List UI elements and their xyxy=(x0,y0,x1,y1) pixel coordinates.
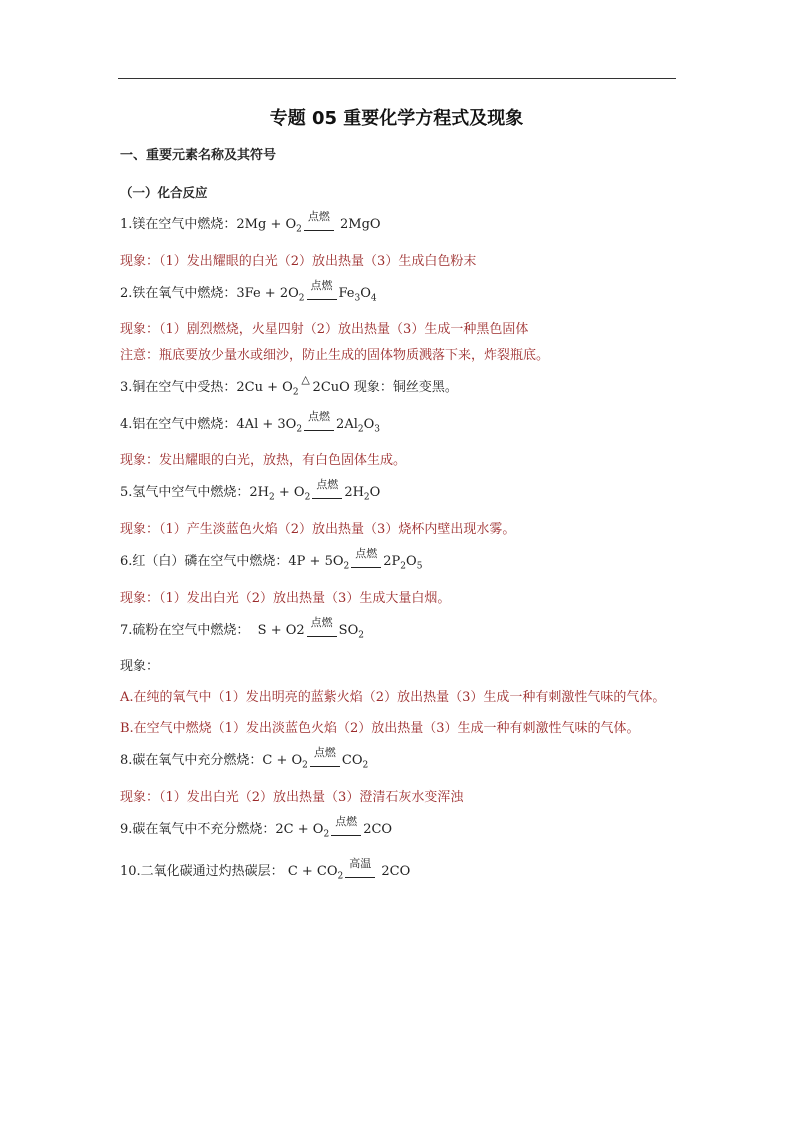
phenomenon-1: 现象：（1）发出耀眼的白光（2）放出热量（3）生成白色粉末 xyxy=(120,253,477,269)
reaction-condition: △ xyxy=(301,373,310,387)
equation-3: 3.铜在空气中受热：$2Cu + O_2^\triangle 2CuO$ 现象：铜丝变黑。 xyxy=(120,373,458,398)
phenomenon-7-label: 现象： xyxy=(120,659,160,675)
equation-2: 2.铁在氧气中燃烧：$3Fe + 2O_2^{点燃}Fe_3O_4$ xyxy=(120,278,377,304)
reaction-condition: 点燃 xyxy=(307,289,337,300)
phenomenon-8: 现象：（1）发出白光（2）放出热量（3）澄清石灰水变浑浊 xyxy=(120,789,464,805)
equation-7: 7.硫粉在空气中燃烧： $S + O2^{点燃}SO_2$ xyxy=(120,615,364,641)
equation-10: 10.二氧化碳通过灼热碳层： $C + CO_2^{高温}$ 2CO xyxy=(120,857,411,882)
note-2: 注意：瓶底要放少量水或细沙，防止生成的固体物质溅落下来，炸裂瓶底。 xyxy=(120,348,550,364)
reaction-condition: 点燃 xyxy=(331,825,361,836)
reaction-condition: 点燃 xyxy=(307,626,337,637)
phenomenon-5: 现象：（1）产生淡蓝色火焰（2）放出热量（3）烧杯内壁出现水雾。 xyxy=(120,521,516,537)
reaction-condition: 高温 xyxy=(345,867,375,878)
reaction-condition: 点燃 xyxy=(312,488,342,499)
equation-8: 8.碳在氧气中充分燃烧：$C + O_2^{点燃}CO_2$ xyxy=(120,746,369,771)
equation-6: 6.红（白）磷在空气中燃烧：$4P + 5O_2^{点燃}2P_2O_5$ xyxy=(120,546,423,572)
reaction-condition: 点燃 xyxy=(304,420,334,431)
equation-5: 5.氢气中空气中燃烧：$2H_2 + O_2^{点燃}2H_2O$ xyxy=(120,478,381,503)
phenomenon-7b: B.在空气中燃烧（1）发出淡蓝色火焰（2）放出热量（3）生成一种有刺激性气味的气体。 xyxy=(120,721,640,737)
section-heading: 一、重要元素名称及其符号 xyxy=(120,148,277,163)
reaction-condition: 点燃 xyxy=(304,220,334,231)
document-body xyxy=(120,146,680,899)
equation-4: 4.铝在空气中燃烧：$4Al + 3O_2^{点燃}2Al_2O_3$ xyxy=(120,409,381,435)
phenomenon-4: 现象：发出耀眼的白光，放热，有白色固体生成。 xyxy=(120,453,407,469)
page-title: 专题 05 重要化学方程式及现象 xyxy=(269,108,524,129)
header-rule xyxy=(118,78,676,79)
phenomenon-2: 现象：（1）剧烈燃烧，火星四射（2）放出热量（3）生成一种黑色固体 xyxy=(120,322,529,338)
equation-1: 1.镁在空气中燃烧：$2Mg + O_2^{点燃}$ 2MgO xyxy=(120,210,381,235)
phenomenon-7a: A.在纯的氧气中（1）发出明亮的蓝紫火焰（2）放出热量（3）生成一种有刺激性气味的气体。 xyxy=(120,690,666,706)
equation-9: 9.碳在氧气中不充分燃烧：$2C + O_2^{点燃}2CO$ xyxy=(120,814,393,840)
reaction-condition: 点燃 xyxy=(351,557,381,568)
subsection-heading: （一）化合反应 xyxy=(120,185,208,200)
phenomenon-6: 现象：（1）发出白光（2）放出热量（3）生成大量白烟。 xyxy=(120,590,451,606)
reaction-condition: 点燃 xyxy=(310,756,340,767)
